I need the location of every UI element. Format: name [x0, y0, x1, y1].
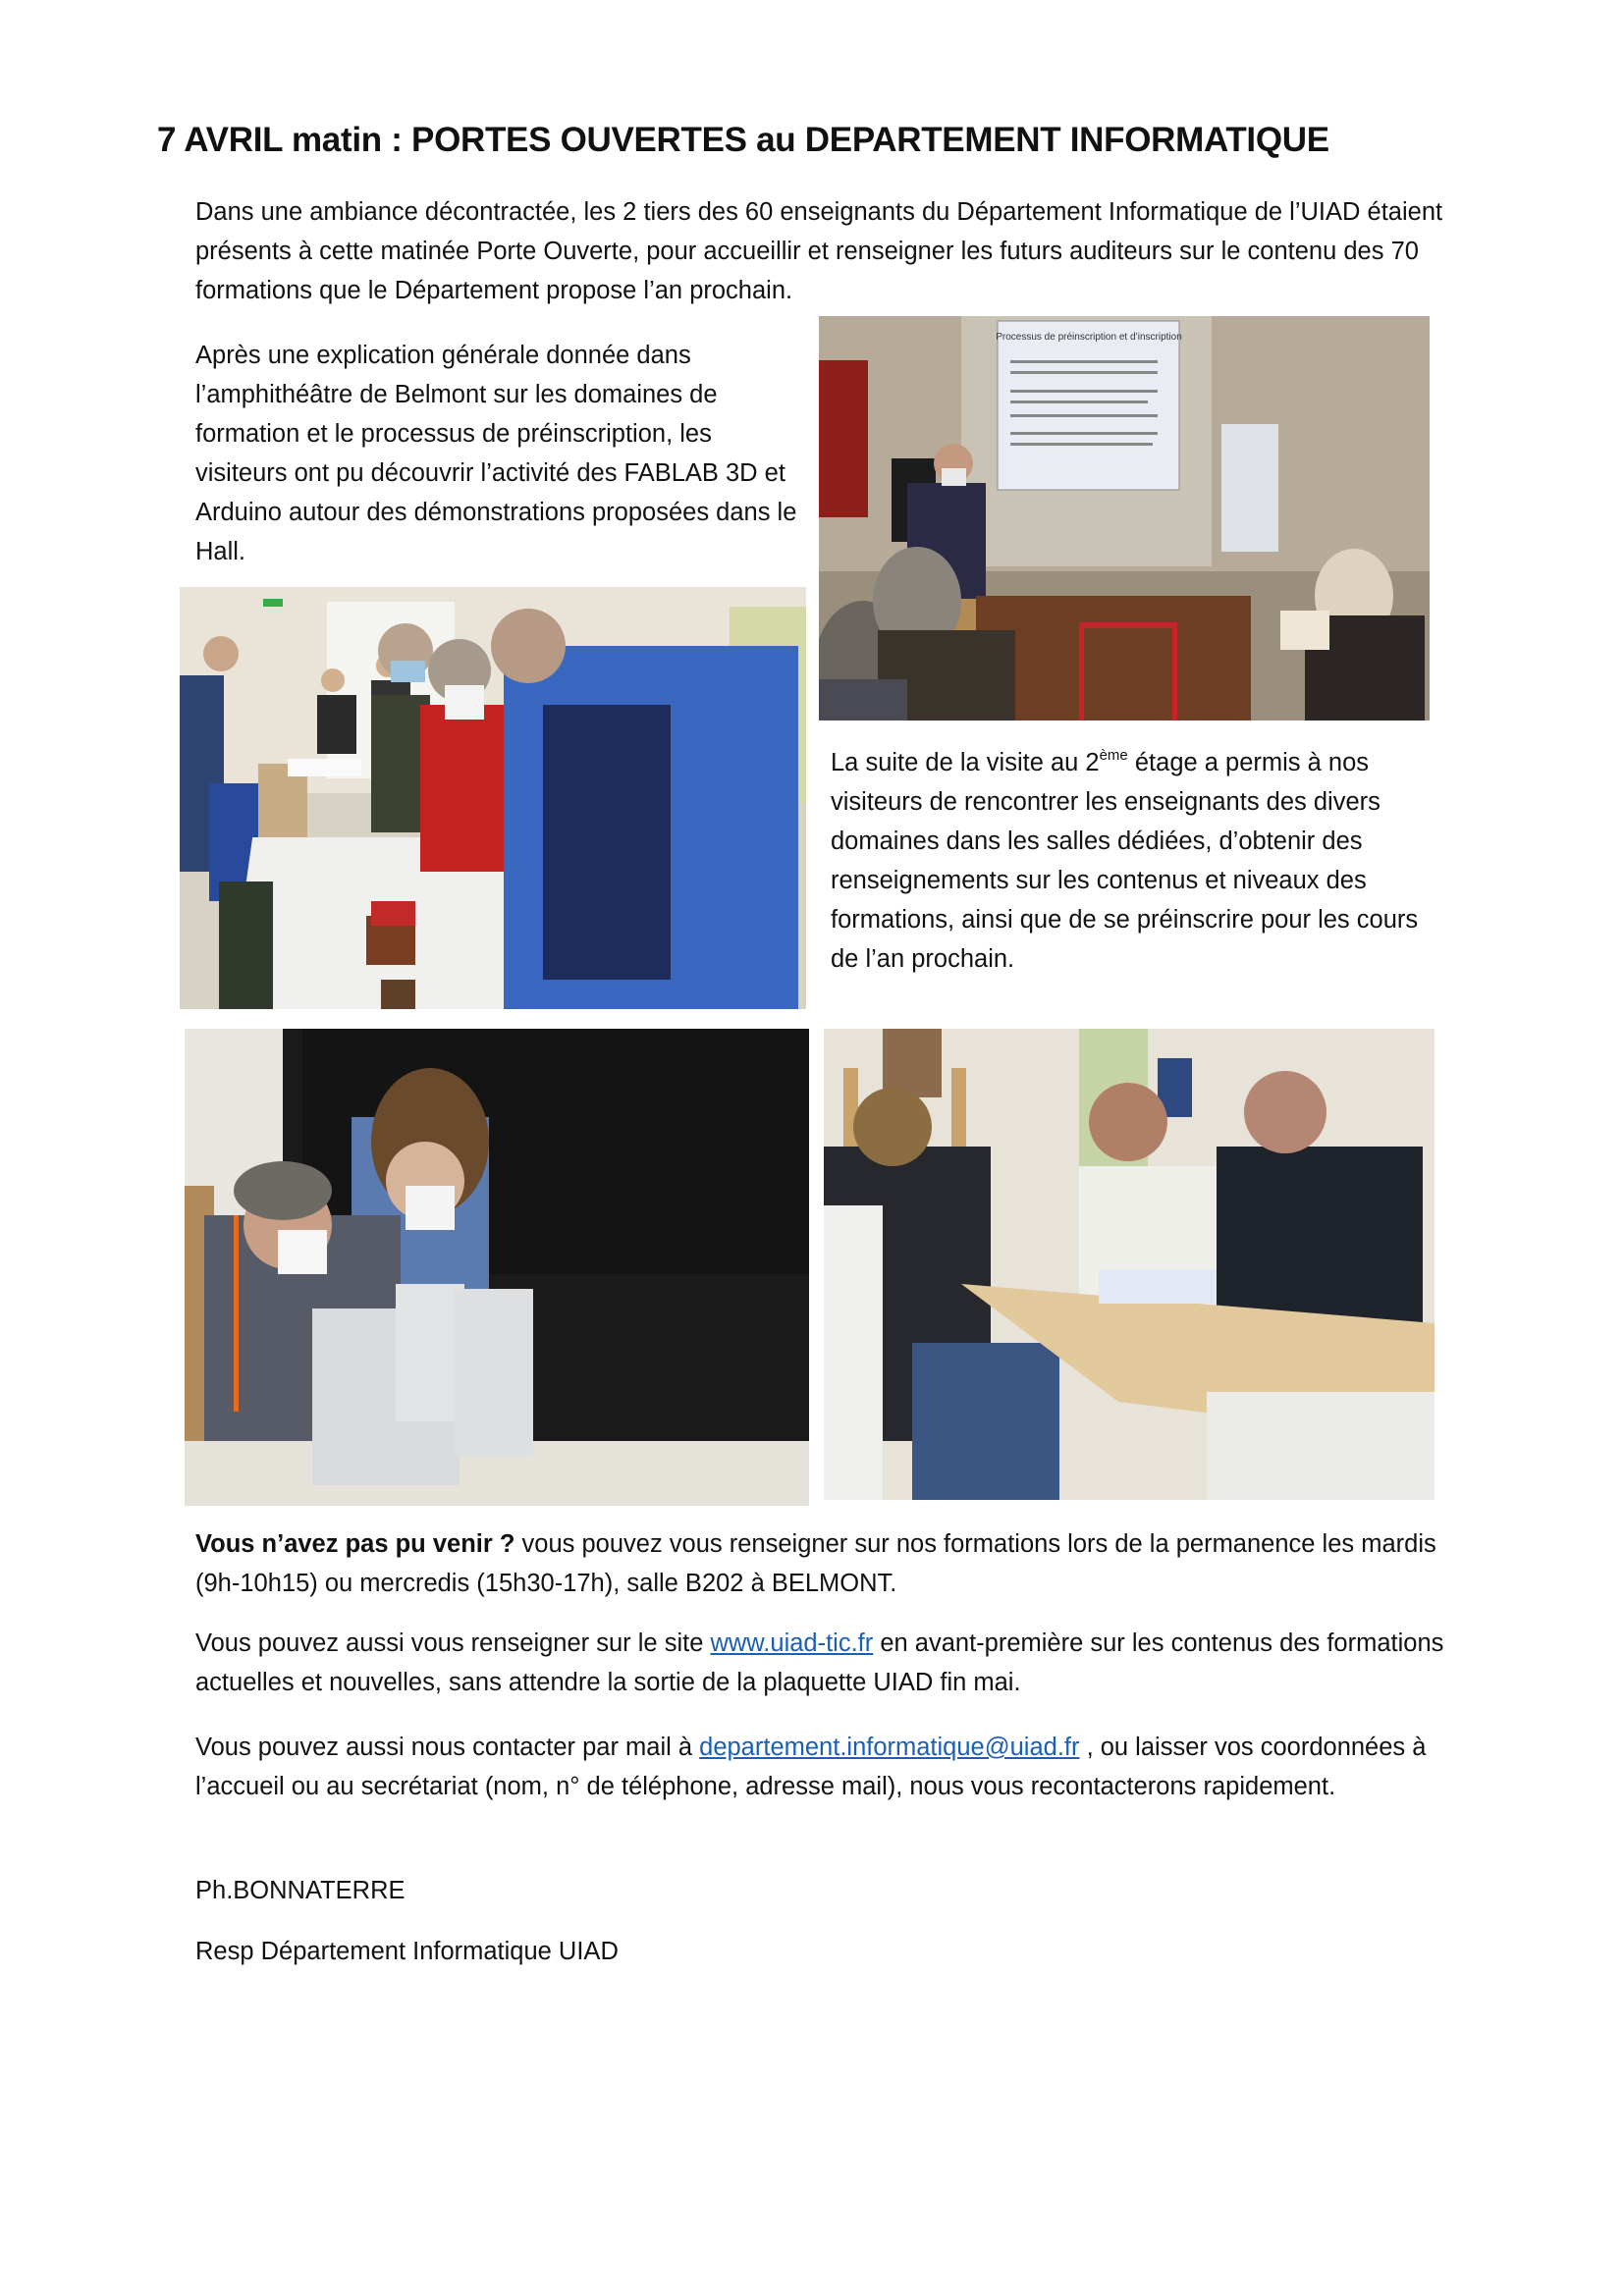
signature-role: Resp Département Informatique UIAD: [195, 1938, 619, 1965]
contact-text-before: Vous pouvez aussi nous contacter par mail à: [195, 1734, 700, 1761]
photo-fablab-hall-demo: [180, 587, 806, 1009]
website-link[interactable]: www.uiad-tic.fr: [710, 1629, 874, 1657]
photo-laptop-assistance: [185, 1029, 809, 1506]
second-floor-paragraph: [831, 743, 1449, 979]
visit-paragraph: [195, 1524, 1472, 1603]
page-title: 7 AVRIL matin : PORTES OUVERTES au DEPARTEMENT INFORMATIQUE: [157, 121, 1329, 160]
website-paragraph: [195, 1624, 1472, 1702]
right-paragraph-text-b: étage a permis à nos visiteurs de rencontrer les enseignants des divers domaines dans les salles dédiées, d’obtenir des renseignements sur les contenus et niveaux des formations, ainsi que de se préinscrire pour les cours de l’an prochain.: [831, 749, 1419, 973]
contact-paragraph: [195, 1728, 1472, 1806]
photo-registration-table: [824, 1029, 1435, 1500]
website-text-after: en avant-première sur les contenus des formations actuelles et nouvelles, sans attendre la sortie de la plaquette UIAD fin mai.: [195, 1629, 1444, 1696]
website-text-before: Vous pouvez aussi vous renseigner sur le site: [195, 1629, 711, 1657]
visit-question-bold: Vous n’avez pas pu venir ?: [195, 1530, 515, 1558]
visit-paragraph-text: vous pouvez vous renseigner sur nos formations lors de la permanence les mardis (9h-10h15) ou mercredis (15h30-17h), salle B202 à BELMONT.: [195, 1530, 1436, 1597]
photo-amphitheatre-presentation: [819, 316, 1430, 721]
amphitheatre-paragraph: Après une explication générale donnée dans l’amphithéâtre de Belmont sur les domaines de formation et le processus de préinscription, les visiteurs ont pu découvrir l’activité des FABLAB 3D et Arduino autour des démonstrations proposées dans le Hall.: [195, 342, 797, 565]
email-link[interactable]: departement.informatique@uiad.fr: [699, 1734, 1080, 1761]
contact-text-after: , ou laisser vos coordonnées à l’accueil ou au secrétariat (nom, n° de téléphone, adresse mail), nous vous recontacterons rapidement.: [195, 1734, 1427, 1800]
slide-title-text: Processus de préinscription et d’inscription: [996, 332, 1182, 343]
signature-name: Ph.BONNATERRE: [195, 1877, 406, 1904]
right-paragraph-text-a: La suite de la visite au 2: [831, 749, 1100, 776]
intro-paragraph: Dans une ambiance décontractée, les 2 tiers des 60 enseignants du Département Informatique de l’UIAD étaient présents à cette matinée Porte Ouverte, pour accueillir et renseigner les futurs auditeurs sur le contenu des 70 formations que le Département propose l’an prochain.: [195, 198, 1443, 304]
ordinal-superscript: ème: [1099, 746, 1128, 764]
